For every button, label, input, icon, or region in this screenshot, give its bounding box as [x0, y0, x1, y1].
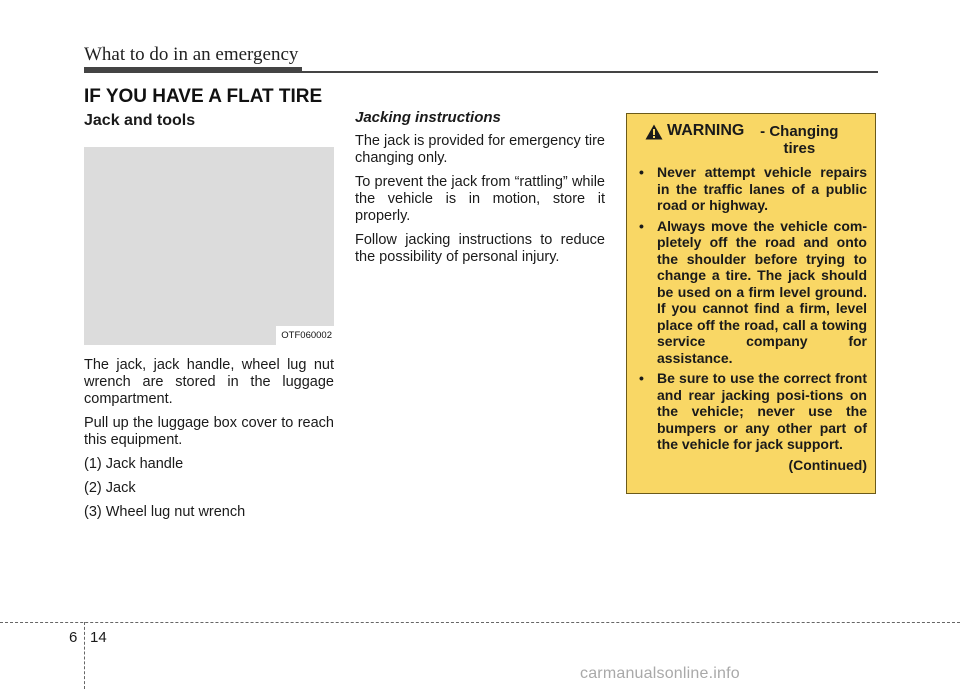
warning-item-text: Be sure to use the correct front and rear jacking posi-tions on the vehicle; never use the bumpers or any other part of the vehicle for jack support. — [657, 370, 867, 452]
jack-and-tools-heading: Jack and tools — [84, 112, 196, 129]
middle-column — [355, 109, 605, 273]
warning-box — [626, 113, 876, 494]
warning-label: WARNING — [667, 122, 745, 139]
footer-rule — [0, 622, 960, 623]
left-column — [84, 112, 334, 528]
warning-item — [637, 370, 867, 453]
warning-item-text: Never attempt vehicle repairs in the traffic lanes of a public road or highway. — [657, 164, 867, 213]
bullet: • — [639, 370, 644, 386]
continued-label: (Continued) — [788, 456, 867, 473]
header-rule — [84, 71, 878, 73]
paragraph: Pull up the luggage box cover to reach this equipment. — [84, 415, 334, 448]
warning-triangle-icon — [645, 124, 663, 140]
image-code: OTF060002 — [276, 326, 334, 345]
paragraph: Follow jacking instructions to reduce the possibility of personal injury. — [355, 232, 605, 265]
page-number: 14 — [90, 629, 107, 646]
chapter-number: 6 — [69, 629, 78, 646]
bullet: • — [639, 164, 644, 180]
bullet: • — [639, 217, 644, 234]
paragraph: To prevent the jack from “rattling” while the vehicle is in motion, store it properly. — [355, 174, 605, 224]
footer-divider — [84, 622, 85, 689]
paragraph: The jack, jack handle, wheel lug nut wrench are stored in the luggage compartment. — [84, 357, 334, 407]
warning-item-text: Always move the vehicle com-pletely off the road and onto the shoulder before trying to change a tire. The jack should be used on a firm level ground. If you cannot find a firm, level place off the road, call a towing service company for assistance. — [657, 217, 867, 366]
warning-header — [645, 122, 867, 157]
warning-item — [637, 164, 867, 214]
jack-tools-illustration — [84, 147, 334, 345]
paragraph: The jack is provided for emergency tire changing only. — [355, 133, 605, 166]
watermark: carmanualsonline.info — [580, 665, 740, 682]
list-item: (2) Jack — [84, 480, 136, 496]
list-item: (3) Wheel lug nut wrench — [84, 504, 246, 520]
jacking-instructions-heading: Jacking instructions — [355, 109, 501, 126]
list-item: (1) Jack handle — [84, 456, 184, 472]
header-title: What to do in an emergency — [84, 44, 299, 65]
warning-item — [637, 218, 867, 367]
warning-subtitle: - Changing tires — [760, 123, 839, 157]
section-title: IF YOU HAVE A FLAT TIRE — [84, 86, 323, 107]
